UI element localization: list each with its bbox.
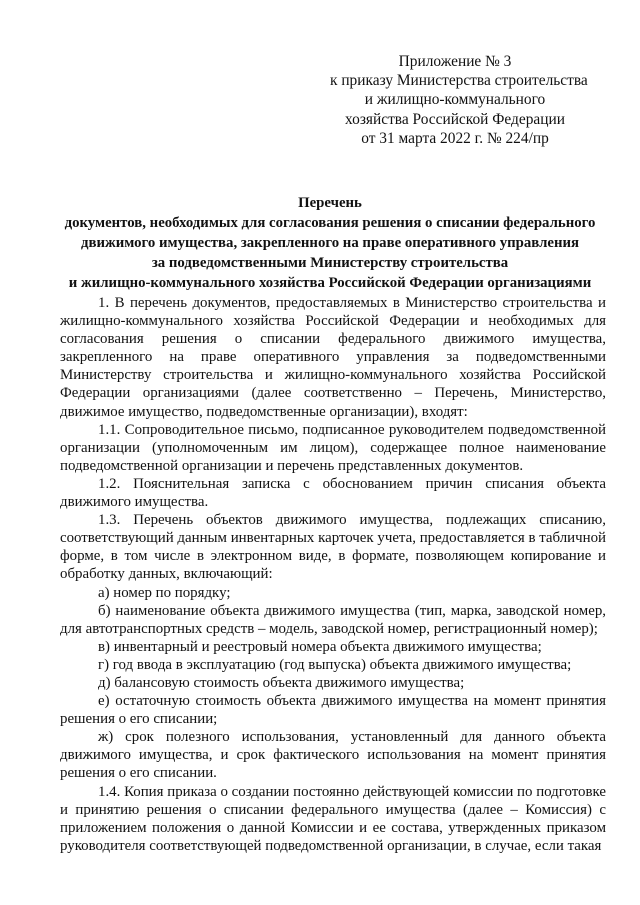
- title-line: и жилищно-коммунального хозяйства Российской Федерации организациями: [68, 275, 592, 291]
- appendix-order-ref-2: и жилищно-коммунального: [364, 91, 546, 109]
- title-line: движимого имущества, закрепленного на праве оперативного управления: [80, 235, 579, 251]
- paragraph-1: 1. В перечень документов, предоставляемых в Министерство строительства и жилищно-коммунального хозяйства Российской Федерации и необходимых для согласования решения о списании федерального движимого имущества, закрепленного на праве оперативного управления за подведомственными Министерству строительства и жилищно-коммунального хозяйства Российской Федерации организациями (далее соответственно – Перечень, Министерство, движимое имущество, подведомственные организации), входят:: [60, 295, 606, 420]
- title-line: за подведомственными Министерству строительства: [151, 255, 509, 271]
- paragraph-1-2: 1.2. Пояснительная записка с обоснованием причин списания объекта движимого имущества.: [60, 475, 606, 511]
- document-body: [60, 294, 606, 855]
- appendix-header: [330, 52, 588, 148]
- document-title: [40, 193, 620, 293]
- appendix-order-ref-3: хозяйства Российской Федерации: [345, 110, 565, 128]
- paragraph-1-3: 1.3. Перечень объектов движимого имущества, подлежащих списанию, соответствующий данным инвентарных карточек учета, предоставляется в табличной форме, в том числе в электронном виде, в формате, позволяющем копирование и обработку данных, включающий:: [60, 512, 606, 583]
- appendix-order-ref: к приказу Министерства строительства: [330, 72, 588, 90]
- list-item-g: г) год ввода в эксплуатацию (год выпуска) объекта движимого имущества;: [98, 656, 572, 673]
- list-item-zh: ж) срок полезного использования, установленный для данного объекта движимого имущества, и срок фактического использования на момент принятия решения о его списании.: [60, 729, 606, 782]
- list-item-e: е) остаточную стоимость объекта движимого имущества на момент принятия решения о его списании;: [60, 693, 606, 728]
- list-item-d: д) балансовую стоимость объекта движимого имущества;: [98, 674, 465, 691]
- appendix-order-date: от 31 марта 2022 г. № 224/пр: [361, 129, 549, 147]
- paragraph-1-4: 1.4. Копия приказа о создании постоянно действующей комиссии по подготовке и принятию решения о списании федерального имущества (далее – Комиссия) с приложением положения о данной Комиссии и ее состава, утвержденных приказом руководителя соответствующей подведомственной организации, в случае, если такая: [60, 783, 606, 854]
- paragraph-1-1: 1.1. Сопроводительное письмо, подписанное руководителем подведомственной организации (уполномоченным им лицом), содержащее полное наименование подведомственной организации и перечень представленных документов.: [60, 421, 606, 474]
- title-line: документов, необходимых для согласования решения о списании федерального: [64, 215, 596, 231]
- list-item-v: в) инвентарный и реестровый номера объекта движимого имущества;: [98, 638, 542, 655]
- appendix-number: Приложение № 3: [398, 53, 512, 70]
- list-item-b: б) наименование объекта движимого имущества (тип, марка, заводской номер, для автотранспортных средств – модель, заводской номер, регистрационный номер);: [60, 602, 606, 637]
- title-heading: Перечень: [298, 195, 362, 211]
- list-item-a: а) номер по порядку;: [98, 584, 231, 601]
